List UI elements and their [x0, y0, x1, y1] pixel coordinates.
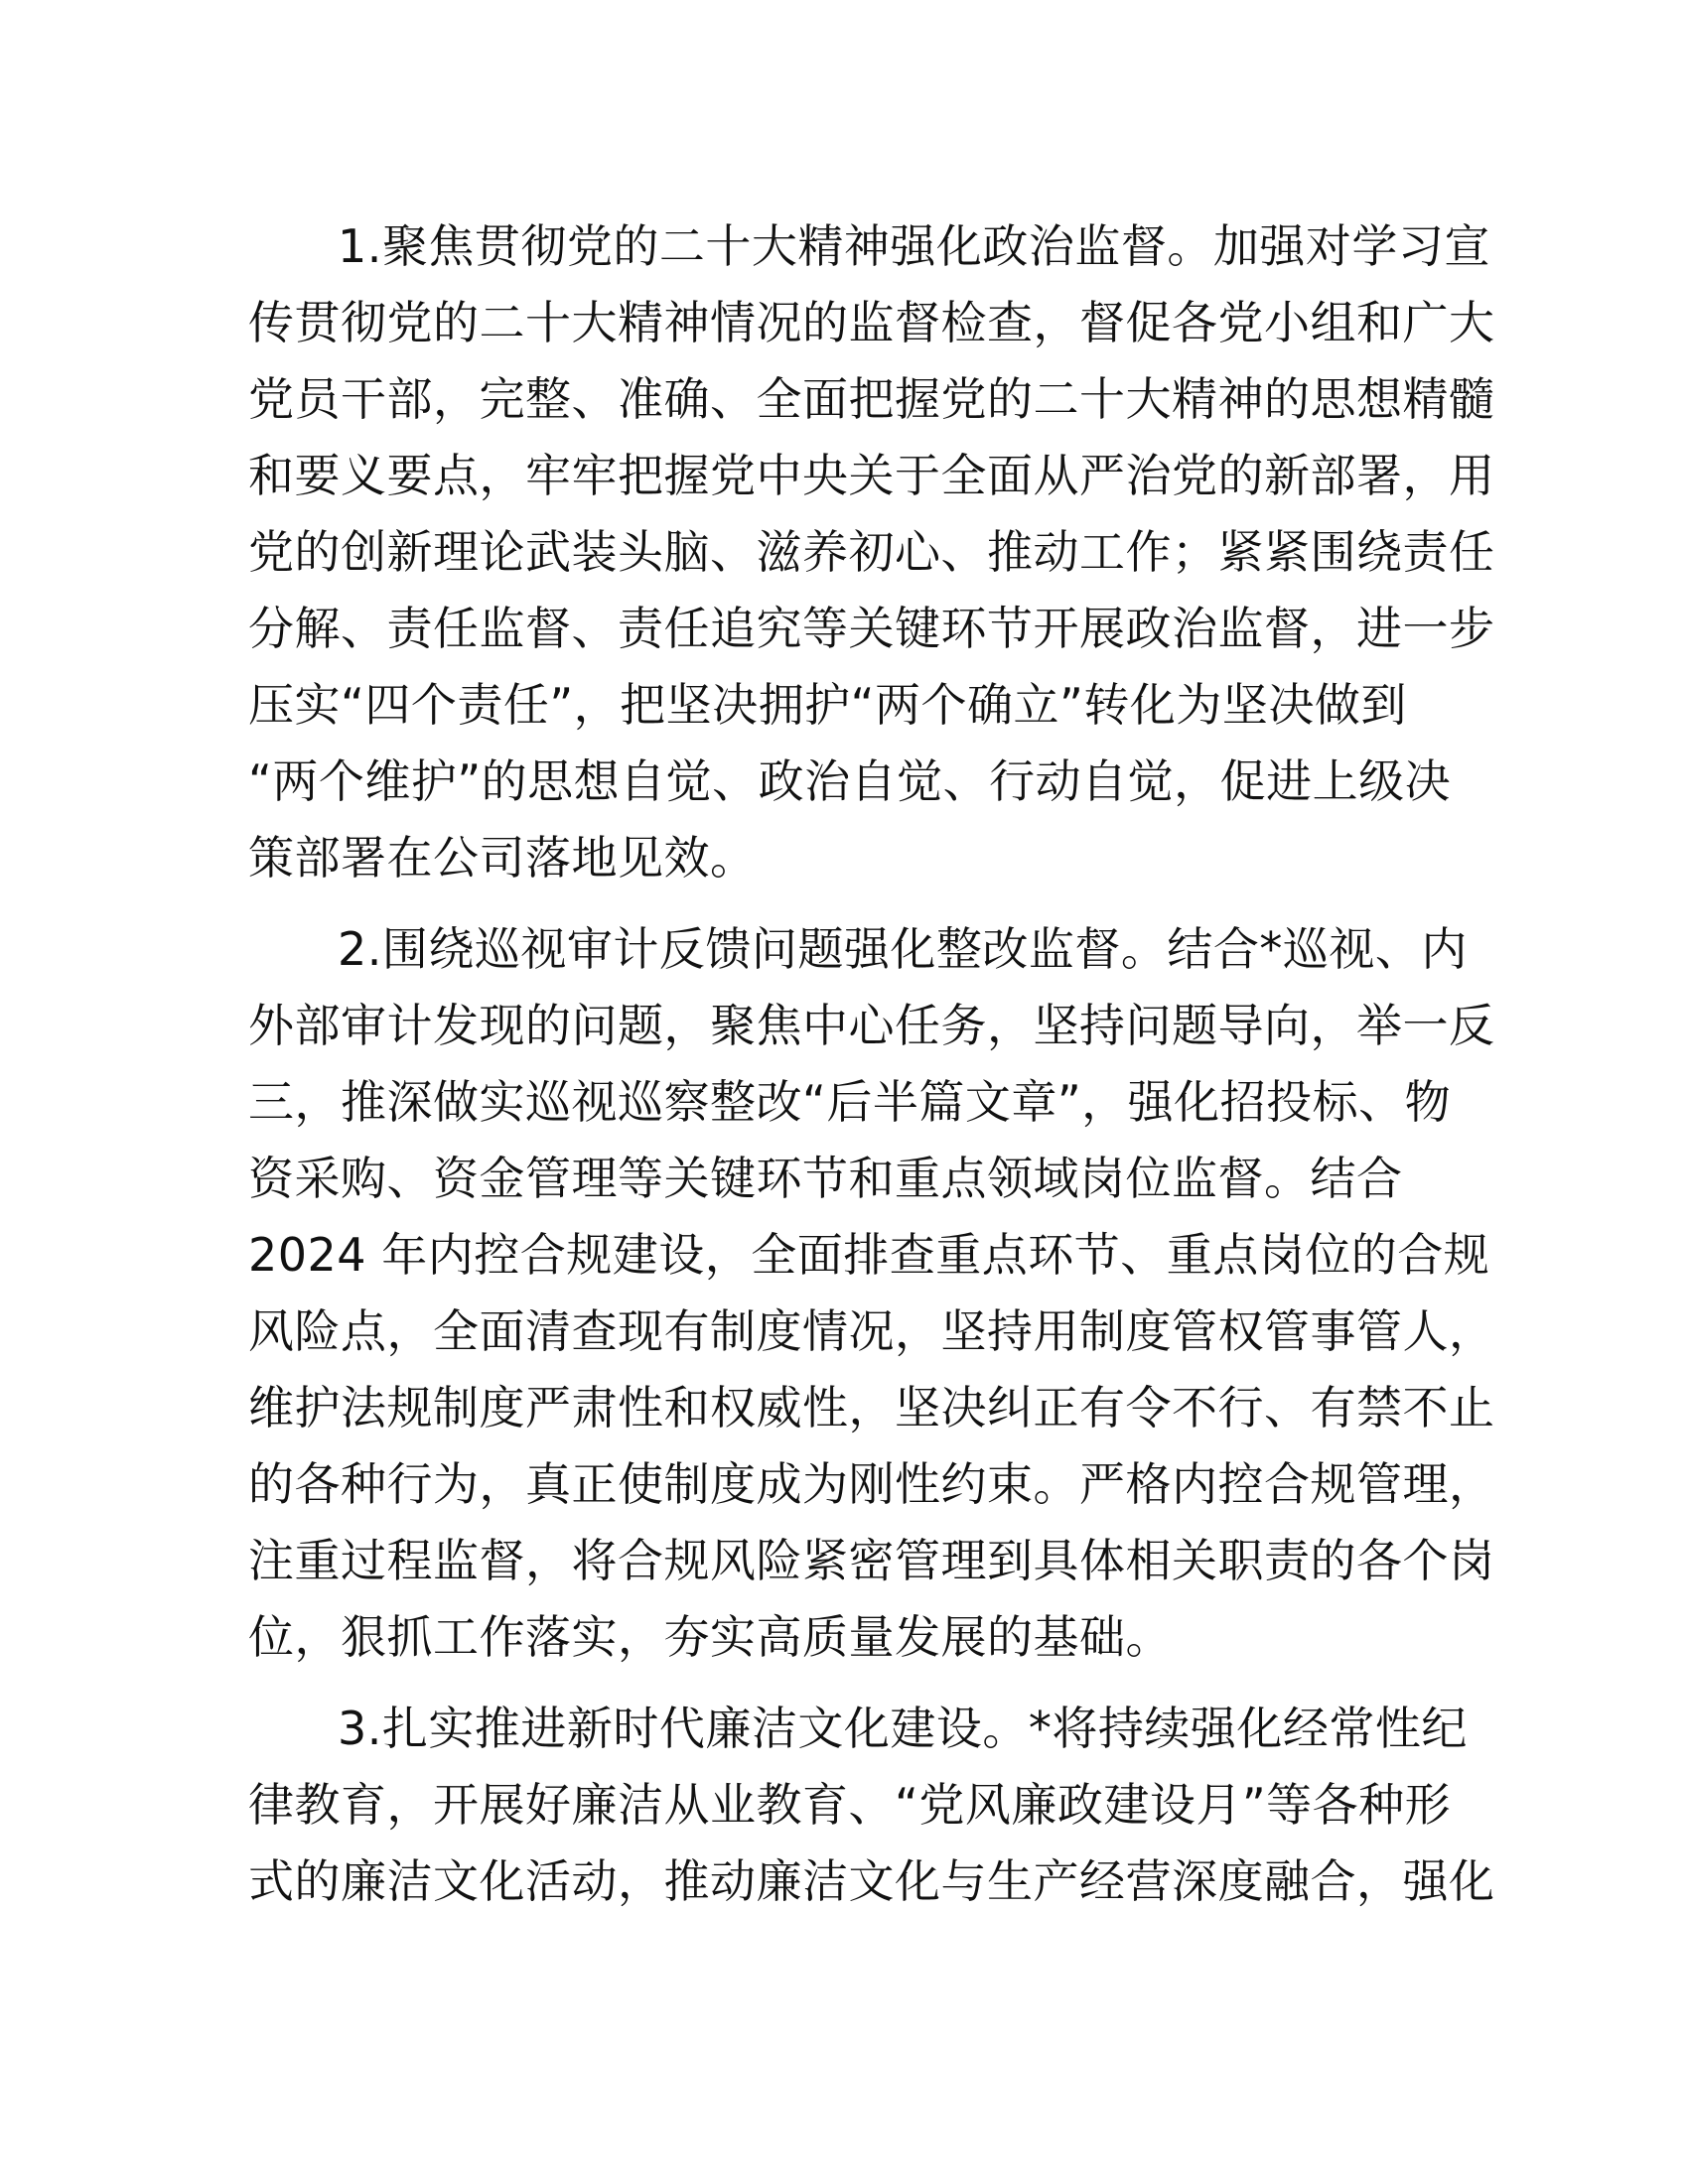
paragraph-line: 的各种行为，真正使制度成为刚性约束。严格内控合规管理， [248, 1457, 1495, 1511]
document-body [248, 208, 1495, 1935]
paragraph-line: 2.围绕巡视审计反馈问题强化整改监督。结合*巡视、内 [338, 922, 1468, 976]
paragraph-line: 策部署在公司落地见效。 [248, 831, 757, 885]
paragraph-line: 2024 年内控合规建设，全面排查重点环节、重点岗位的合规 [248, 1228, 1490, 1282]
paragraph-line: “两个维护”的思想自觉、政治自觉、行动自觉，促进上级决 [248, 754, 1452, 808]
paragraph-line: 注重过程监督，将合规风险紧密管理到具体相关职责的各个岗 [248, 1534, 1495, 1587]
paragraph-line: 外部审计发现的问题，聚焦中心任务，坚持问题导向，举一反 [248, 999, 1495, 1052]
paragraph-line: 1.聚焦贯彻党的二十大精神强化政治监督。加强对学习宣 [338, 219, 1490, 273]
paragraph-line: 分解、责任监督、责任追究等关键环节开展政治监督，进一步 [248, 602, 1495, 655]
paragraph-line: 律教育，开展好廉洁从业教育、“党风廉政建设月”等各种形 [248, 1778, 1452, 1832]
paragraph-line: 三，推深做实巡视巡察整改“后半篇文章”，强化招投标、物 [248, 1075, 1452, 1129]
paragraph-rectification-supervision [248, 911, 1495, 1676]
paragraph-line: 压实“四个责任”，把坚决拥护“两个确立”转化为坚决做到 [248, 678, 1407, 732]
paragraph-line: 党员干部，完整、准确、全面把握党的二十大精神的思想精髓 [248, 372, 1495, 426]
paragraph-line: 式的廉洁文化活动，推动廉洁文化与生产经营深度融合，强化 [248, 1854, 1495, 1908]
paragraph-political-supervision [248, 208, 1495, 896]
paragraph-line: 和要义要点，牢牢把握党中央关于全面从严治党的新部署，用 [248, 449, 1495, 502]
paragraph-line: 资采购、资金管理等关键环节和重点领域岗位监督。结合 [248, 1152, 1403, 1205]
paragraph-line: 3.扎实推进新时代廉洁文化建设。*将持续强化经常性纪 [338, 1702, 1468, 1755]
paragraph-line: 维护法规制度严肃性和权威性，坚决纠正有令不行、有禁不止 [248, 1381, 1495, 1434]
paragraph-line: 位，狠抓工作落实，夯实高质量发展的基础。 [248, 1610, 1172, 1664]
paragraph-integrity-culture [248, 1691, 1495, 1920]
paragraph-line: 党的创新理论武装头脑、滋养初心、推动工作；紧紧围绕责任 [248, 525, 1495, 579]
paragraph-line: 传贯彻党的二十大精神情况的监督检查，督促各党小组和广大 [248, 296, 1495, 349]
paragraph-line: 风险点，全面清查现有制度情况，坚持用制度管权管事管人， [248, 1304, 1495, 1358]
